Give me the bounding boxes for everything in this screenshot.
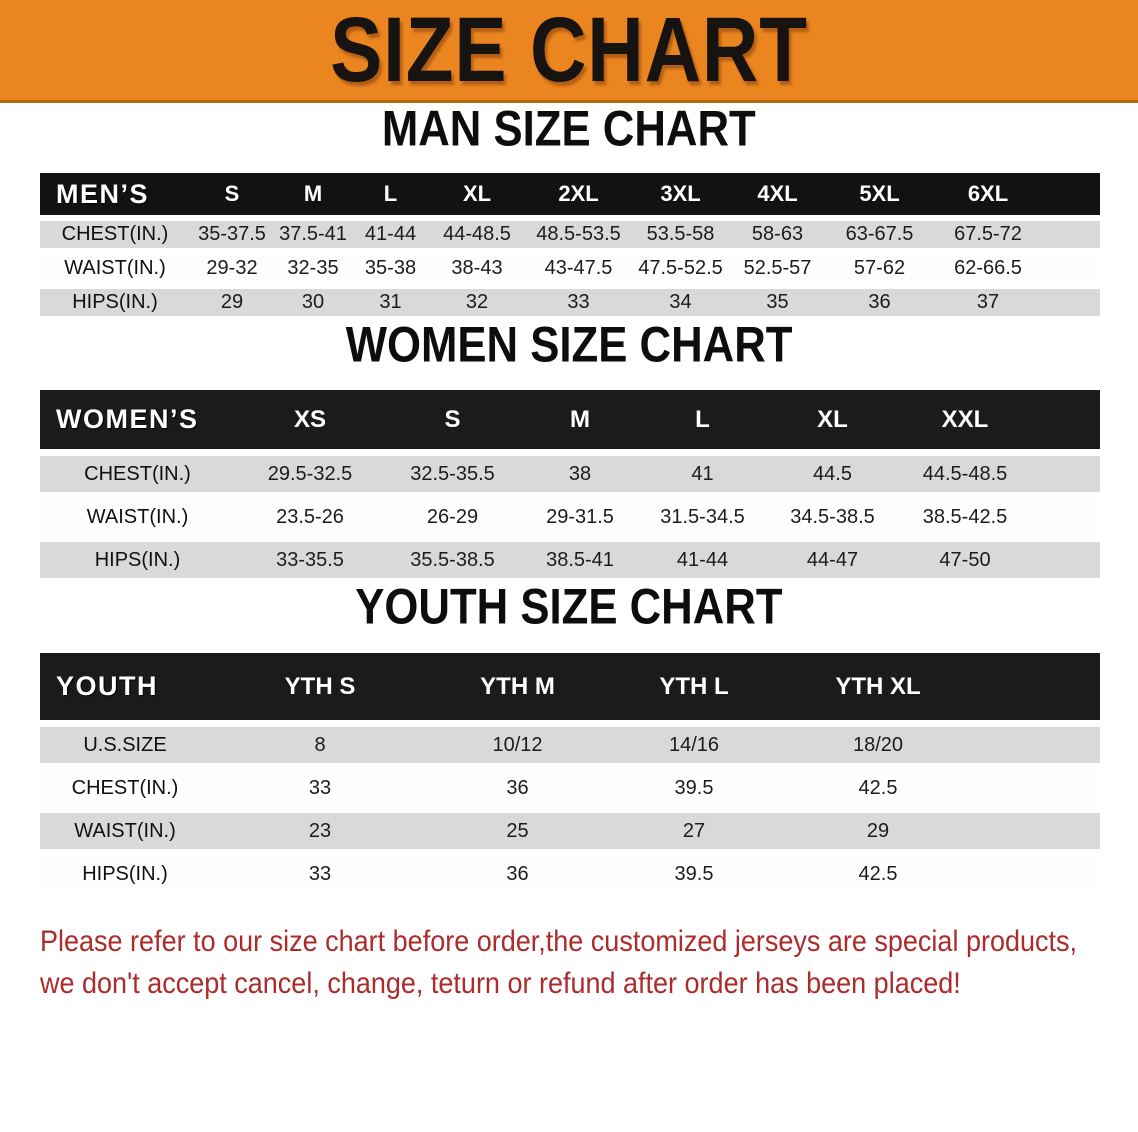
youth-section-heading (0, 577, 1138, 635)
value-cell: 31.5-34.5 (640, 495, 765, 538)
value-cell: 44-47 (765, 538, 900, 581)
value-cell: 18/20 (783, 723, 973, 766)
value-cell: 36 (430, 766, 605, 809)
men-table-row (40, 285, 1100, 319)
value-cell: 39.5 (605, 852, 783, 895)
value-cell: 29-31.5 (520, 495, 640, 538)
value-cell: 23.5-26 (235, 495, 385, 538)
value-cell: 33 (210, 766, 430, 809)
value-cell: 41-44 (352, 217, 429, 251)
value-cell: 23 (210, 809, 430, 852)
filler-cell (1030, 390, 1100, 452)
row-label: WAIST(IN.) (40, 809, 210, 852)
value-cell: 52.5-57 (729, 251, 826, 285)
value-cell: 41 (640, 452, 765, 495)
value-cell: 33-35.5 (235, 538, 385, 581)
value-cell: 33 (210, 852, 430, 895)
footnote-line-1 (40, 921, 1138, 963)
filler-cell (1030, 452, 1100, 495)
men-header-row (40, 173, 1100, 217)
value-cell: 58-63 (729, 217, 826, 251)
women-size-column-header: XS (235, 390, 385, 452)
filler-cell (973, 766, 1100, 809)
value-cell: 44.5 (765, 452, 900, 495)
women-table-row (40, 495, 1100, 538)
value-cell: 39.5 (605, 766, 783, 809)
men-size-column-header: 2XL (525, 173, 632, 217)
youth-size-column-header: YTH L (605, 653, 783, 723)
value-cell: 47-50 (900, 538, 1030, 581)
value-cell: 32-35 (274, 251, 352, 285)
value-cell: 48.5-53.5 (525, 217, 632, 251)
value-cell: 53.5-58 (632, 217, 729, 251)
value-cell: 36 (430, 852, 605, 895)
value-cell: 34 (632, 285, 729, 319)
filler-cell (973, 653, 1100, 723)
value-cell: 67.5-72 (933, 217, 1043, 251)
value-cell: 37 (933, 285, 1043, 319)
row-label: CHEST(IN.) (40, 766, 210, 809)
women-section-heading (0, 315, 1138, 373)
women-size-column-header: XXL (900, 390, 1030, 452)
value-cell: 42.5 (783, 852, 973, 895)
men-table-row (40, 251, 1100, 285)
women-size-column-header: XL (765, 390, 900, 452)
value-cell: 37.5-41 (274, 217, 352, 251)
value-cell: 35.5-38.5 (385, 538, 520, 581)
value-cell: 35-37.5 (190, 217, 274, 251)
footnote-line-1-text: Please refer to our size chart before order,the customized jerseys are special products, (40, 925, 1078, 958)
row-label: CHEST(IN.) (40, 217, 190, 251)
value-cell: 42.5 (783, 766, 973, 809)
row-label: HIPS(IN.) (40, 285, 190, 319)
filler-cell (1043, 251, 1100, 285)
value-cell: 32.5-35.5 (385, 452, 520, 495)
filler-cell (1030, 495, 1100, 538)
value-cell: 44-48.5 (429, 217, 525, 251)
men-size-column-header: M (274, 173, 352, 217)
filler-cell (973, 852, 1100, 895)
value-cell: 32 (429, 285, 525, 319)
men-size-column-header: 5XL (826, 173, 933, 217)
men-size-table (40, 173, 1100, 319)
row-label: WAIST(IN.) (40, 495, 235, 538)
value-cell: 38.5-41 (520, 538, 640, 581)
value-cell: 63-67.5 (826, 217, 933, 251)
value-cell: 26-29 (385, 495, 520, 538)
section-men (0, 99, 1138, 319)
value-cell: 41-44 (640, 538, 765, 581)
youth-table-row (40, 852, 1100, 895)
filler-cell (973, 723, 1100, 766)
men-size-column-header: 3XL (632, 173, 729, 217)
row-label: HIPS(IN.) (40, 852, 210, 895)
section-women (0, 315, 1138, 581)
value-cell: 33 (525, 285, 632, 319)
value-cell: 44.5-48.5 (900, 452, 1030, 495)
filler-cell (1043, 173, 1100, 217)
women-corner-label: WOMEN’S (40, 390, 235, 452)
footnote-line-2 (40, 963, 1138, 1005)
row-label: WAIST(IN.) (40, 251, 190, 285)
youth-table-row (40, 766, 1100, 809)
women-table-row (40, 538, 1100, 581)
footnote (40, 921, 1138, 1005)
page-title: SIZE CHART (330, 0, 808, 101)
section-youth (0, 577, 1138, 895)
value-cell: 62-66.5 (933, 251, 1043, 285)
filler-cell (1043, 217, 1100, 251)
youth-section-heading-text: YOUTH SIZE CHART (355, 577, 783, 635)
women-size-table (40, 390, 1100, 581)
men-size-column-header: S (190, 173, 274, 217)
value-cell: 14/16 (605, 723, 783, 766)
men-section-heading-text: MAN SIZE CHART (382, 99, 756, 157)
value-cell: 31 (352, 285, 429, 319)
youth-size-column-header: YTH S (210, 653, 430, 723)
men-size-column-header: 4XL (729, 173, 826, 217)
women-size-column-header: M (520, 390, 640, 452)
men-table-row (40, 217, 1100, 251)
row-label: CHEST(IN.) (40, 452, 235, 495)
youth-header-row (40, 653, 1100, 723)
value-cell: 43-47.5 (525, 251, 632, 285)
youth-size-table (40, 653, 1100, 895)
value-cell: 29.5-32.5 (235, 452, 385, 495)
men-corner-label: MEN’S (40, 173, 190, 217)
value-cell: 38-43 (429, 251, 525, 285)
filler-cell (1043, 285, 1100, 319)
youth-table-row (40, 809, 1100, 852)
value-cell: 35 (729, 285, 826, 319)
value-cell: 29-32 (190, 251, 274, 285)
value-cell: 27 (605, 809, 783, 852)
value-cell: 29 (190, 285, 274, 319)
value-cell: 29 (783, 809, 973, 852)
value-cell: 25 (430, 809, 605, 852)
youth-corner-label: YOUTH (40, 653, 210, 723)
footnote-line-2-text: we don't accept cancel, change, teturn or refund after order has been placed! (40, 967, 961, 1000)
row-label: U.S.SIZE (40, 723, 210, 766)
value-cell: 10/12 (430, 723, 605, 766)
youth-table-row (40, 723, 1100, 766)
women-table-row (40, 452, 1100, 495)
banner (0, 0, 1138, 103)
value-cell: 30 (274, 285, 352, 319)
women-header-row (40, 390, 1100, 452)
women-size-column-header: S (385, 390, 520, 452)
filler-cell (973, 809, 1100, 852)
value-cell: 35-38 (352, 251, 429, 285)
men-size-column-header: L (352, 173, 429, 217)
row-label: HIPS(IN.) (40, 538, 235, 581)
women-section-heading-text: WOMEN SIZE CHART (345, 315, 793, 373)
men-size-column-header: XL (429, 173, 525, 217)
value-cell: 8 (210, 723, 430, 766)
men-section-heading (0, 99, 1138, 157)
filler-cell (1030, 538, 1100, 581)
value-cell: 36 (826, 285, 933, 319)
value-cell: 34.5-38.5 (765, 495, 900, 538)
men-size-column-header: 6XL (933, 173, 1043, 217)
value-cell: 47.5-52.5 (632, 251, 729, 285)
value-cell: 38 (520, 452, 640, 495)
value-cell: 38.5-42.5 (900, 495, 1030, 538)
youth-size-column-header: YTH XL (783, 653, 973, 723)
youth-size-column-header: YTH M (430, 653, 605, 723)
women-size-column-header: L (640, 390, 765, 452)
value-cell: 57-62 (826, 251, 933, 285)
